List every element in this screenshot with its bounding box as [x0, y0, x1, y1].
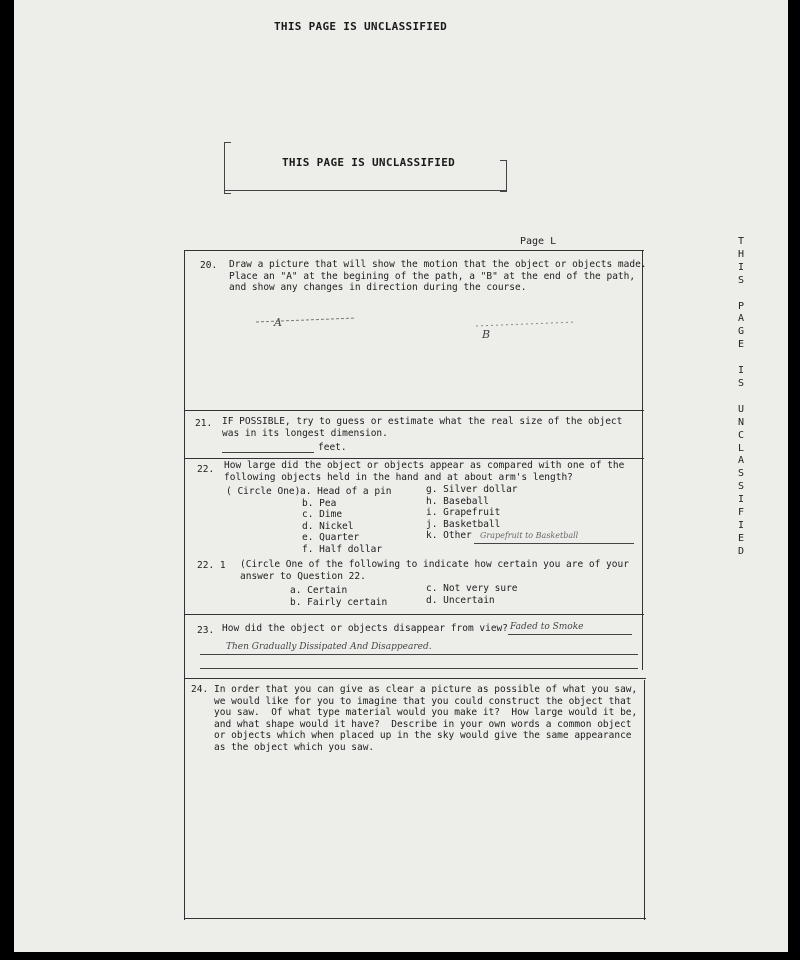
q22-bottom-rule [184, 614, 644, 615]
q21-blank-label: feet. [318, 442, 347, 453]
side-marking-letter: P [737, 300, 745, 312]
form-right-rule-bottom [644, 680, 645, 920]
side-marking-letter: E [737, 339, 745, 351]
q22-option-g[interactable]: g. Silver dollar [426, 484, 518, 495]
q22-1-number: 22. 1 [197, 560, 226, 571]
side-marking-letter [735, 288, 747, 301]
side-marking-letter: I [737, 494, 745, 506]
stamp-bracket-right [500, 160, 507, 192]
q22-option-i[interactable]: i. Grapefruit [426, 507, 501, 518]
q20-sketch-area[interactable] [186, 292, 642, 410]
q22-circle-one: ( Circle One) [226, 486, 301, 497]
side-marking-letter: C [737, 429, 745, 441]
q22-other-answer: Grapefruit to Basketball [480, 531, 579, 540]
q24-number: 24. [191, 684, 209, 695]
q21-text: IF POSSIBLE, try to guess or estimate what the real size of the object was in its longest dimension. [222, 416, 623, 439]
side-marking-letter: S [737, 481, 745, 493]
side-marking-letter: G [737, 326, 745, 338]
q23-bottom-rule [184, 678, 646, 679]
side-marking-letter: L [737, 442, 745, 454]
q22-1-left-options [290, 585, 387, 608]
q24-answer-area[interactable] [186, 760, 642, 916]
q22-option-e[interactable]: e. Quarter [302, 532, 360, 543]
q22-option-b[interactable]: b. Pea [302, 497, 337, 509]
side-marking-letter: D [737, 545, 745, 557]
top-classification-marking: THIS PAGE IS UNCLASSIFIED [274, 20, 448, 33]
side-marking-letter: A [737, 455, 745, 467]
side-marking-letter: I [737, 519, 745, 531]
side-marking-letter: I [737, 261, 745, 273]
q22-text: How large did the object or objects appear as compared with one of the following objects held in the hand and at about arm's length? [224, 460, 625, 483]
q21-number: 21. [195, 418, 213, 429]
motion-path-sketch [186, 292, 642, 410]
q22-other-blank[interactable] [474, 543, 634, 544]
side-marking-letter: H [737, 248, 745, 260]
side-marking-letter: U [737, 403, 745, 415]
side-marking-letter: T [737, 236, 745, 247]
q22-1-right-options [426, 583, 518, 606]
q23-answer-underline1 [508, 634, 632, 635]
side-marking-letter: S [737, 274, 745, 286]
q20-bottom-rule [184, 410, 644, 411]
page-label: Page L [520, 236, 557, 247]
q23-answer-line2: Then Gradually Dissipated And Disappeared. [226, 642, 432, 652]
q22-option-c[interactable]: c. Dime [302, 509, 343, 520]
form-bottom-rule [184, 918, 646, 919]
q23-answer-line1: Faded to Smoke [510, 622, 584, 632]
side-marking-letter: F [737, 507, 745, 519]
side-marking-letter [735, 352, 747, 365]
q21-bottom-rule [184, 458, 644, 459]
q22-number: 22. [197, 464, 215, 475]
certainty-option-d[interactable]: d. Uncertain [426, 594, 495, 606]
q22-option-d[interactable]: d. Nickel [302, 520, 354, 532]
q20-text: Draw a picture that will show the motion that the object or objects made. Place an "A" at the begining of the path, a "B" at the end of the path, and show any changes in direction during the course. [229, 259, 647, 293]
q23-answer-underline2 [200, 654, 638, 655]
q24-text: In order that you can give as clear a picture as possible of what you saw, we would like for you to imagine that you could construct the object that you saw. Of what type material would you make it? How large would it be, and what shape would it have? Describe in your own words a common object or objects which when placed up in the sky would give the same appearance as the object which you saw. [214, 684, 638, 753]
inner-classification-marking: THIS PAGE IS UNCLASSIFIED [282, 156, 456, 169]
path-start-label: A [274, 316, 282, 329]
side-marking-letter: A [737, 313, 745, 325]
q23-answer-underline3 [200, 668, 638, 669]
side-classification-marking [735, 236, 747, 559]
q22-option-k[interactable]: k. Other [426, 530, 472, 541]
side-marking-letter: S [737, 377, 745, 389]
certainty-option-c[interactable]: c. Not very sure [426, 583, 518, 594]
q22-option-h[interactable]: h. Baseball [426, 495, 489, 507]
side-marking-letter: N [737, 416, 745, 428]
q22-left-options [300, 486, 392, 555]
form-top-rule [184, 250, 644, 251]
q21-answer-blank[interactable] [222, 452, 314, 453]
certainty-option-a[interactable]: a. Certain [290, 585, 348, 596]
side-marking-letter: I [737, 365, 745, 377]
side-marking-letter: S [737, 468, 745, 480]
q22-1-text: (Circle One of the following to indicate how certain you are of your answer to Question 22. [240, 559, 629, 582]
q20-number: 20. [200, 260, 218, 271]
q22-option-a[interactable]: a. Head of a pin [300, 486, 392, 497]
q22-option-f[interactable]: f. Half dollar [302, 543, 383, 555]
stamp-bracket-left [224, 142, 231, 194]
side-marking-letter: E [737, 532, 745, 544]
stamp-bracket-bottom [224, 190, 506, 191]
q23-text: How did the object or objects disappear from view? [222, 623, 508, 634]
certainty-option-b[interactable]: b. Fairly certain [290, 596, 388, 608]
form-right-rule-top [642, 250, 643, 670]
q22-option-j[interactable]: j. Basketball [426, 518, 501, 530]
side-marking-letter [735, 391, 747, 404]
q23-number: 23. [197, 625, 215, 636]
path-end-label: B [482, 328, 491, 341]
